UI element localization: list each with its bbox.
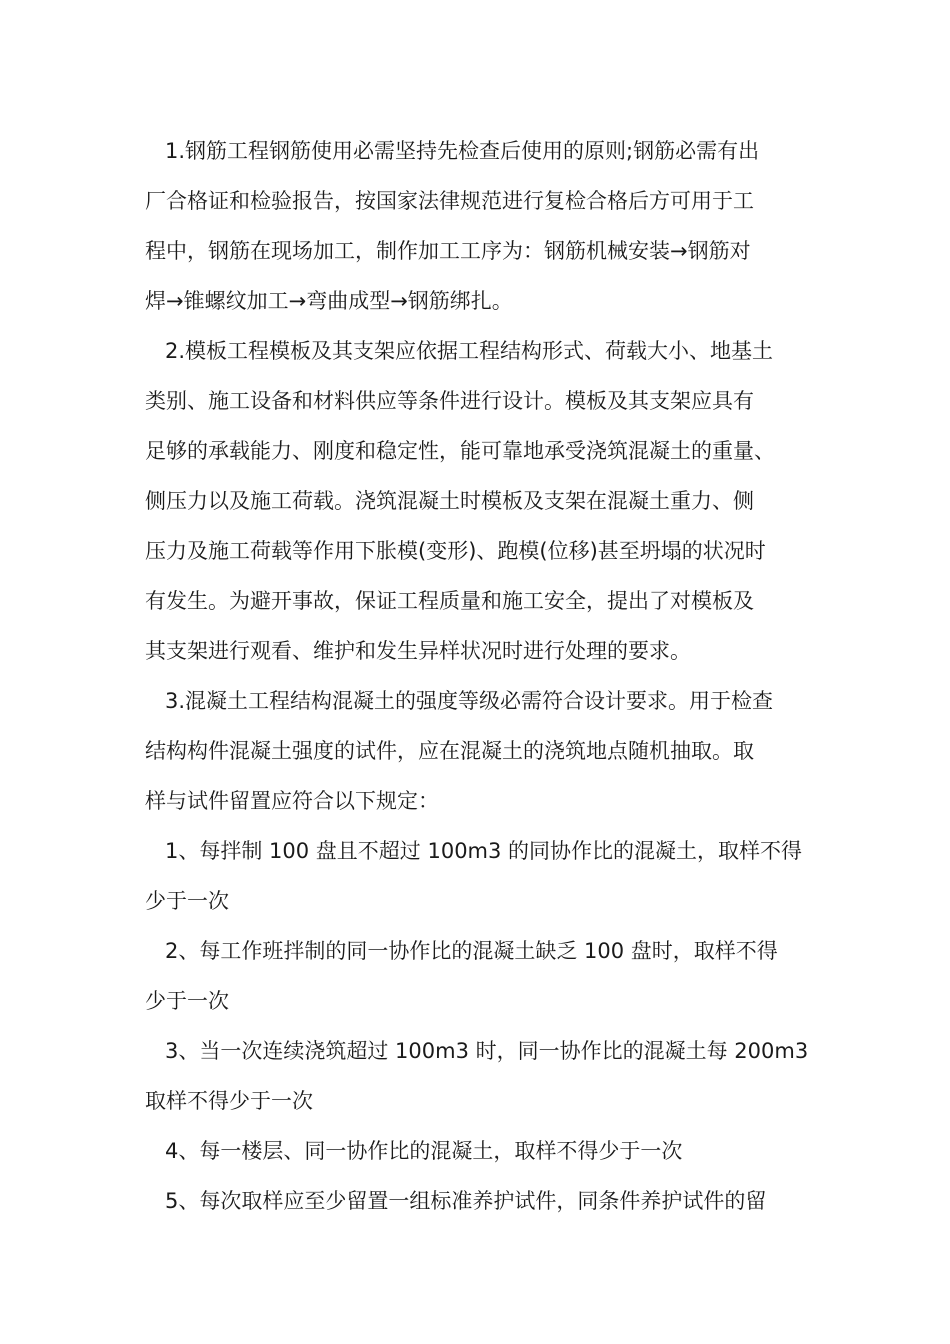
list-item-line: 4、每一楼层、同一协作比的混凝土，取样不得少于一次 [165,1139,683,1163]
paragraph-line: 其支架进行观看、维护和发生异样状况时进行处理的要求。 [145,639,691,663]
list-item-sampling-rule-1 [145,826,825,926]
paragraph-line: 程中，钢筋在现场加工，制作加工工序为：钢筋机械安装→钢筋对 [145,239,751,263]
paragraph-line: 3.混凝土工程结构混凝土的强度等级必需符合设计要求。用于检查 [165,689,774,713]
paragraph-line: 2.模板工程模板及其支架应依据工程结构形式、荷载大小、地基土 [165,339,774,363]
list-item-sampling-rule-3 [145,1026,825,1126]
list-item-sampling-rule-5 [145,1176,825,1226]
paragraph-line: 类别、施工设备和材料供应等条件进行设计。模板及其支架应具有 [145,389,754,413]
list-item-line: 3、当一次连续浇筑超过 100m3 时，同一协作比的混凝土每 200m3 [165,1039,809,1063]
paragraph-formwork-engineering [145,326,825,676]
paragraph-line: 结构构件混凝土强度的试件，应在混凝土的浇筑地点随机抽取。取 [145,739,754,763]
list-item-line: 少于一次 [145,889,229,913]
list-item-line: 5、每次取样应至少留置一组标准养护试件，同条件养护试件的留 [165,1189,767,1213]
list-item-line: 2、每工作班拌制的同一协作比的混凝土缺乏 100 盘时，取样不得 [165,939,778,963]
paragraph-line: 焊→锥螺纹加工→弯曲成型→钢筋绑扎。 [145,289,513,313]
list-item-sampling-rule-2 [145,926,825,1026]
paragraph-line: 厂合格证和检验报告，按国家法律规范进行复检合格后方可用于工 [145,189,754,213]
document-body [145,126,825,1226]
paragraph-rebar-engineering [145,126,825,326]
paragraph-line: 有发生。为避开事故，保证工程质量和施工安全，提出了对模板及 [145,589,754,613]
paragraph-concrete-engineering [145,676,825,826]
list-item-sampling-rule-4 [145,1126,825,1176]
paragraph-line: 1.钢筋工程钢筋使用必需坚持先检查后使用的原则;钢筋必需有出 [165,139,760,163]
paragraph-line: 压力及施工荷载等作用下胀模(变形)、跑模(位移)甚至坍塌的状况时 [145,539,766,563]
list-item-line: 取样不得少于一次 [145,1089,313,1113]
paragraph-line: 侧压力以及施工荷载。浇筑混凝土时模板及支架在混凝土重力、侧 [145,489,754,513]
list-item-line: 少于一次 [145,989,229,1013]
paragraph-line: 足够的承载能力、刚度和稳定性，能可靠地承受浇筑混凝土的重量、 [145,439,775,463]
list-item-line: 1、每拌制 100 盘且不超过 100m3 的同协作比的混凝土，取样不得 [165,839,803,863]
paragraph-line: 样与试件留置应符合以下规定： [145,789,439,813]
